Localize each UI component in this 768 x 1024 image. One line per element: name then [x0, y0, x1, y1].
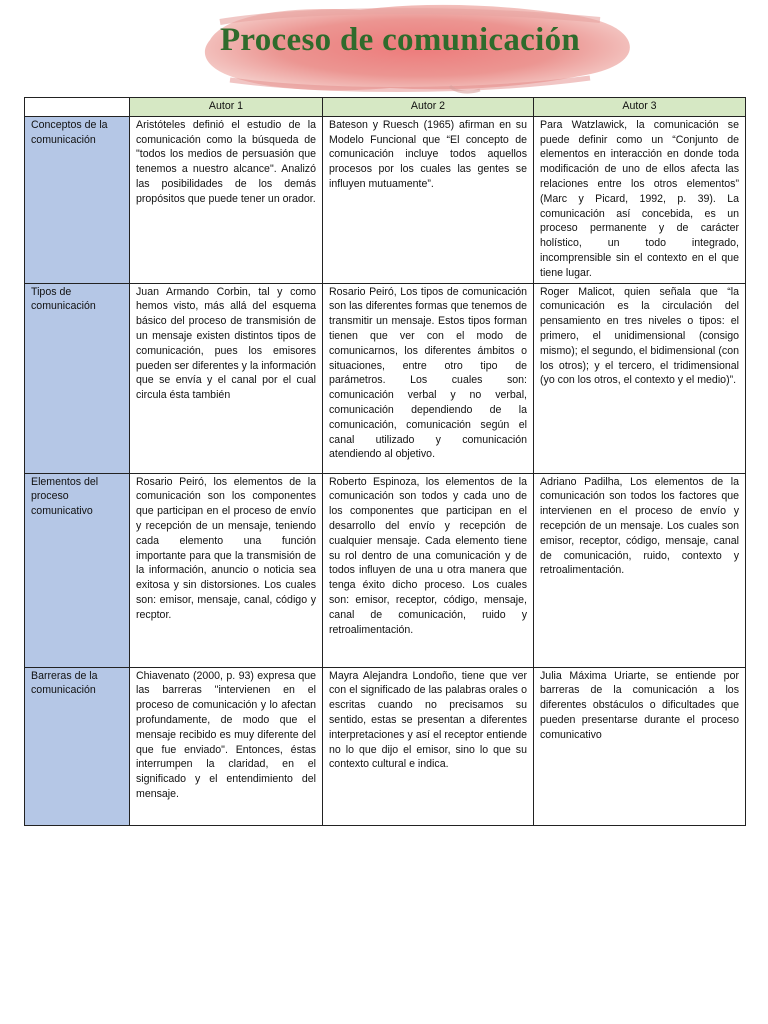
page-title: Proceso de comunicación	[219, 22, 581, 58]
corner-cell	[25, 98, 130, 117]
header-autor-1: Autor 1	[130, 98, 323, 117]
header-autor-2: Autor 2	[323, 98, 534, 117]
table-row	[25, 116, 746, 283]
table-cell: Para Watzlawick, la comunicación se puede definir como un “Conjunto de elementos en interacción en donde toda modificación de uno de ellos afecta las relaciones entre los otros elementos” (Marc y Picard, 1992, p. 39). La comunicación así concebida, es un proceso permanente y de carácter holístico, un todo integrado, incomprensible sin el contexto en el que tiene lugar.	[534, 116, 746, 283]
header-row	[25, 98, 746, 117]
table-row	[25, 667, 746, 825]
table-cell: Adriano Padilha, Los elementos de la comunicación son todos los factores que intervienen en el proceso de envío y recepción de un mensaje. Los cuales son emisor, receptor, código, mensaje, canal de comunicación, ruido, contexto y retroalimentación.	[534, 473, 746, 667]
row-label-conceptos: Conceptos de la comunicación	[25, 116, 130, 283]
header-autor-3: Autor 3	[534, 98, 746, 117]
table-row	[25, 473, 746, 667]
table-cell: Roberto Espinoza, los elementos de la comunicación son todos y cada uno de los componentes que participan en el desarrollo del envío y recepción de cualquier mensaje. Cada elemento tiene su rol dentro de una comunicación y de todos influyen de una u otra manera que tenga éxito dicho proceso. Los cuales son: emisor, receptor, código, mensaje, canal de comunicación, ruido y retroalimentación.	[323, 473, 534, 667]
table-cell: Juan Armando Corbin, tal y como hemos visto, más allá del esquema básico del proceso de transmisión de un mensaje existen distintos tipos de comunicación, pues los emisores pueden ser diferentes y la información que se envía y el canal por el cual circula ésta también	[130, 283, 323, 473]
table-cell: Bateson y Ruesch (1965) afirman en su Modelo Funcional que “El concepto de comunicación incluye todos aquellos procesos por los cuales las gentes se influyen mutuamente”.	[323, 116, 534, 283]
table-cell: Mayra Alejandra Londoño, tiene que ver con el significado de las palabras orales o escritas cuando no precisamos su sentido, estas se presentan a diferentes interpretaciones y así el receptor entiende no lo que dijo el emisor, sino lo que su contexto cultural e indica.	[323, 667, 534, 825]
table-cell: Julia Máxima Uriarte, se entiende por barreras de la comunicación a los diferentes obstáculos o dificultades que pueden presentarse durante el proceso comunicativo	[534, 667, 746, 825]
row-label-barreras: Barreras de la comunicación	[25, 667, 130, 825]
row-label-tipos: Tipos de comunicación	[25, 283, 130, 473]
table-cell: Chiavenato (2000, p. 93) expresa que las barreras "intervienen en el proceso de comunicación y lo afectan profundamente, de modo que el mensaje recibido es muy diferente del que fue enviado". Entonces, éstas interrumpen la claridad, en el significado y el entendimiento del mensaje.	[130, 667, 323, 825]
title-banner	[150, 0, 650, 96]
table-cell: Aristóteles definió el estudio de la comunicación como la búsqueda de "todos los medios de persuasión que tenemos a nuestro alcance". Analizó las posibilidades de los demás propósitos que puede tener un orador.	[130, 116, 323, 283]
authors-comparison-table	[24, 97, 746, 826]
table-cell: Rosario Peiró, los elementos de la comunicación son los componentes que participan en el proceso de envío y recepción de un mensaje, teniendo cada elemento una función importante para que la transmisión de la información, anuncio o noticia sea exitosa y sin distorsiones. Los cuales son: emisor, mensaje, canal, código y recptor.	[130, 473, 323, 667]
table-cell: Roger Malicot, quien señala que “la comunicación es la circulación del pensamiento en tres niveles o tipos: el primero, el unidimensional (consigo mismo); el segundo, el bidimensional (con los otros); y el tercero, el tridimensional (yo con los otros, el contexto y el medio)”.	[534, 283, 746, 473]
row-label-elementos: Elementos del proceso comunicativo	[25, 473, 130, 667]
table-cell: Rosario Peiró, Los tipos de comunicación son las diferentes formas que tenemos de transmitir un mensaje. Estos tipos forman tienen que ver con el modo de comunicarnos, los diferentes ámbitos o situaciones, entre otro tipo de parámetros. Los cuales son: comunicación verbal y no verbal, comunicación dependiendo de la comunicación, comunicación según el canal utilizado y comunicación atendiendo al objetivo.	[323, 283, 534, 473]
table-row	[25, 283, 746, 473]
